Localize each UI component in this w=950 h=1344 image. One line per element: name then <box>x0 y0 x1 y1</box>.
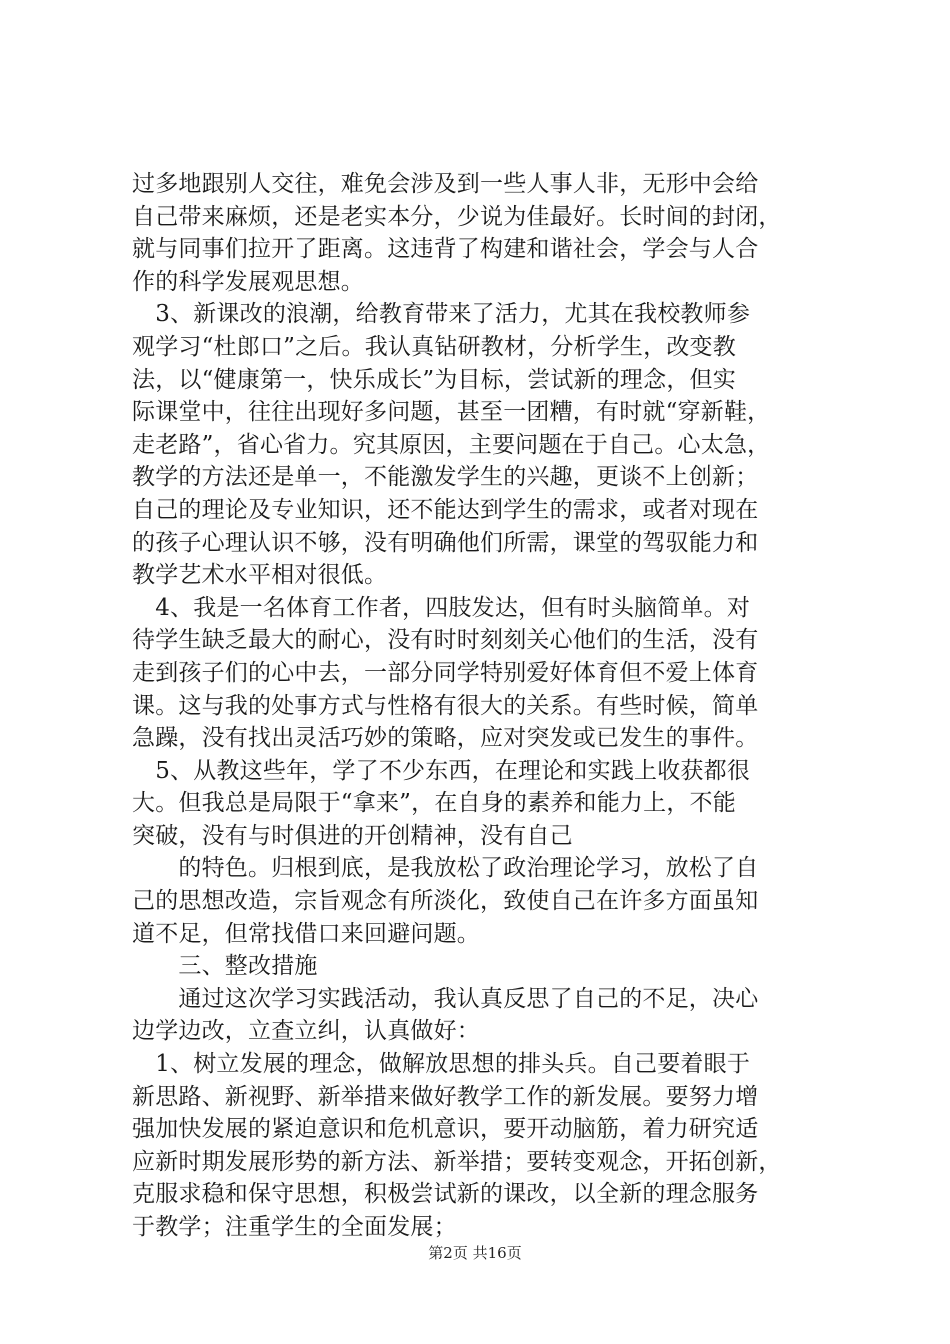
text-line: 作的科学发展观思想。 <box>132 268 364 295</box>
text-line: 法，以“健康第一，快乐成长”为目标，尝试新的理念，但实 <box>132 366 736 393</box>
text-line: 新思路、新视野、新举措来做好教学工作的新发展。要努力增 <box>132 1083 759 1110</box>
text-line: 己的思想改造，宗旨观念有所淡化，致使自己在许多方面虽知 <box>132 888 759 915</box>
text-line: 课。这与我的处事方式与性格有很大的关系。有些时候，简单 <box>132 692 759 719</box>
text-line: 的特色。归根到底，是我放松了政治理论学习，放松了自 <box>132 855 759 882</box>
text-line: 3、新课改的浪潮，给教育带来了活力，尤其在我校教师参 <box>132 301 751 328</box>
text-line: 就与同事们拉开了距离。这违背了构建和谐社会，学会与人合 <box>132 236 759 263</box>
text-line: 4、我是一名体育工作者，四肢发达，但有时头脑简单。对 <box>132 594 751 621</box>
text-line: 自己的理论及专业知识，还不能达到学生的需求，或者对现在 <box>132 496 759 523</box>
text-line: 急躁，没有找出灵活巧妙的策略，应对突发或已发生的事件。 <box>132 725 759 752</box>
text-line: 际课堂中，往往出现好多问题，甚至一团糟，有时就“穿新鞋， <box>132 399 771 426</box>
text-line: 道不足，但常找借口来回避问题。 <box>132 920 480 947</box>
text-line: 自己带来麻烦，还是老实本分，少说为佳最好。长时间的封闭， <box>132 203 782 230</box>
text-line: 观学习“杜郎口”之后。我认真钻研教材，分析学生，改变教 <box>132 333 736 360</box>
text-line: 的孩子心理认识不够，没有明确他们所需，课堂的驾驭能力和 <box>132 529 759 556</box>
text-line: 于教学；注重学生的全面发展； <box>132 1214 457 1240</box>
text-line: 走到孩子们的心中去，一部分同学特别爱好体育但不爱上体育 <box>132 659 759 686</box>
text-line: 大。但我总是局限于“拿来”，在自身的素养和能力上，不能 <box>132 790 736 817</box>
text-line: 教学的方法还是单一，不能激发学生的兴趣，更谈不上创新； <box>132 464 759 491</box>
text-line: 过多地跟别人交往，难免会涉及到一些人事人非，无形中会给 <box>132 171 759 197</box>
text-line: 待学生缺乏最大的耐心，没有时时刻刻关心他们的生活，没有 <box>132 627 759 654</box>
text-line: 边学边改，立查立纠，认真做好： <box>132 1018 480 1045</box>
page-footer: 第2页 共16页 <box>428 1244 522 1262</box>
text-line: 1、树立发展的理念，做解放思想的排头兵。自己要着眼于 <box>132 1051 751 1078</box>
text-line: 克服求稳和保守思想，积极尝试新的课改，以全新的理念服务 <box>132 1181 759 1208</box>
text-line: 教学艺术水平相对很低。 <box>132 562 388 589</box>
text-line: 走老路”，省心省力。究其原因，主要问题在于自己。心太急， <box>132 431 771 458</box>
text-line: 三、整改措施 <box>132 953 318 980</box>
document-body <box>132 168 832 1244</box>
text-line: 5、从教这些年，学了不少东西，在理论和实践上收获都很 <box>132 757 751 784</box>
text-line: 应新时期发展形势的新方法、新举措；要转变观念，开拓创新， <box>132 1148 782 1175</box>
text-line: 突破，没有与时俱进的开创精神，没有自己 <box>132 822 573 849</box>
text-line: 强加快发展的紧迫意识和危机意识，要开动脑筋，着力研究适 <box>132 1116 759 1143</box>
text-line: 通过这次学习实践活动，我认真反思了自己的不足，决心 <box>132 985 759 1012</box>
